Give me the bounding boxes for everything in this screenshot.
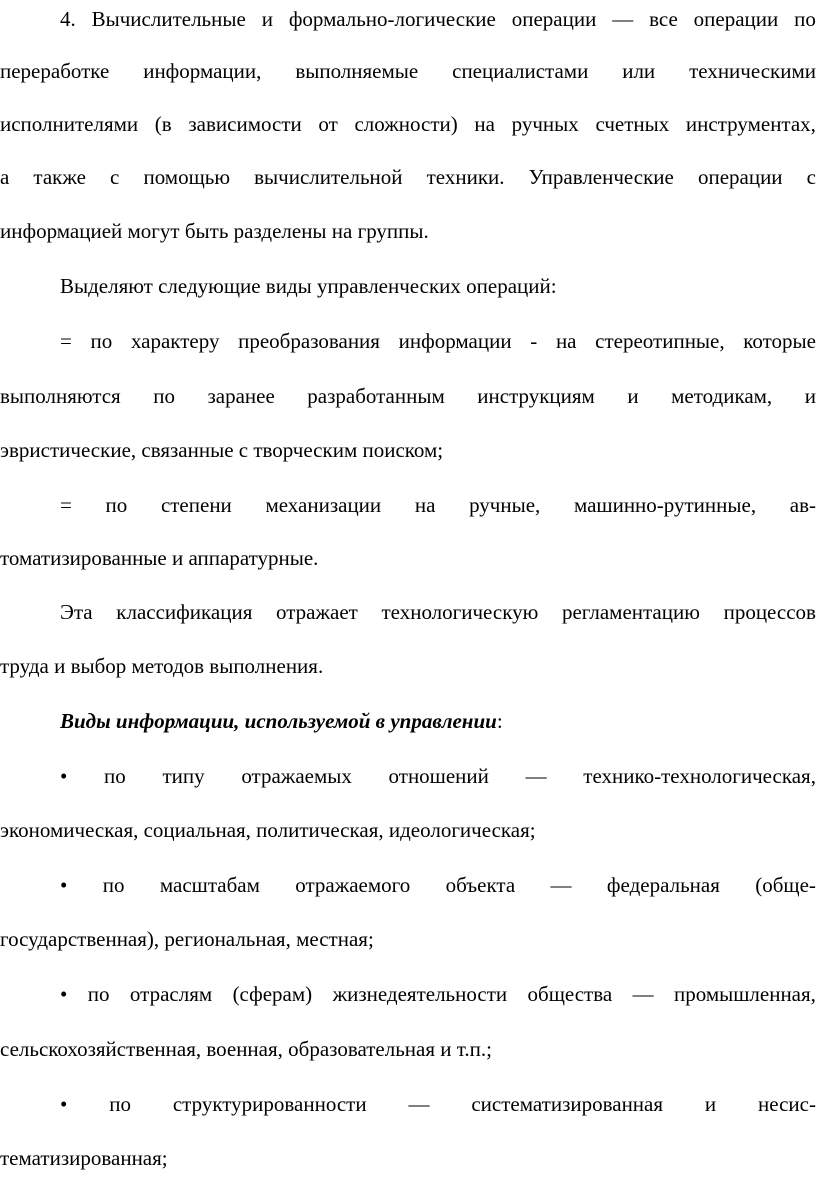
word: — [612,7,634,31]
text-line [60,326,816,356]
word: типу [162,764,205,788]
word: счетных [595,112,670,136]
text-line [60,870,816,900]
word: выполняются [0,384,121,408]
word: Вычислительные [91,7,246,31]
word: техническими [689,59,816,83]
word: и [627,384,639,408]
text-line [60,597,816,627]
word: операции [511,7,597,31]
word: по [794,7,816,31]
word: машинно-рутинные, [573,493,757,517]
text-line: эвристические, связанные с творческим поиском; [0,438,444,462]
paragraph-1-line-3 [0,109,816,139]
word: все [649,7,678,31]
word: от [318,112,338,136]
word: или [622,59,656,83]
text-line [0,109,816,139]
word: с [806,165,816,189]
bullet-1-line-2 [0,815,816,845]
word: (в [154,112,172,136]
word: формально-логические [288,7,496,31]
text-line: сельскохозяйственная, военная, образовательная и т.п.; [0,1037,492,1061]
word: - [530,329,538,353]
word: и [804,384,816,408]
word: отношений [388,764,489,788]
word: по [102,873,125,897]
word: — [525,764,547,788]
word: по [105,493,128,517]
word: • [60,873,68,897]
word: 4. [60,7,76,31]
word: операции [697,165,783,189]
word: структурированности [172,1092,367,1116]
word: = [60,329,72,353]
paragraph-2-line-1 [0,271,816,301]
word: помощью [143,165,231,189]
paragraph-5-line-1 [0,597,816,627]
paragraph-1-line-2 [0,56,816,86]
word: по [87,982,110,1006]
word: и [261,7,273,31]
word: масштабам [159,873,260,897]
word: с [110,165,120,189]
word: зависимости [188,112,302,136]
word: — [550,873,572,897]
word: несис- [758,1092,816,1116]
bullet-3-line-1 [0,979,816,1009]
text-line: труда и выбор методов выполнения. [0,654,324,678]
word: инструментах, [685,112,816,136]
word: заранее [207,384,275,408]
word: объекта [445,873,516,897]
paragraph-4-line-1 [0,490,816,520]
word: выполняемые [295,59,419,83]
word: общества [527,982,613,1006]
word: по [90,329,113,353]
text-line [0,162,816,192]
word: отражаемых [241,764,352,788]
word: систематизированная [471,1092,664,1116]
word: переработке [0,59,110,83]
word: характеру [130,329,220,353]
word: Управленческие [528,165,674,189]
text-line: информацией могут быть разделены на группы. [0,219,429,243]
section-heading-text: Виды информации, используемой в управлении [60,709,497,733]
word: отражаемого [295,873,411,897]
word: отраслям [129,982,213,1006]
word: на [414,493,436,517]
word: • [60,982,68,1006]
word: а [0,165,10,189]
text-line [0,381,816,411]
word: информации [398,329,512,353]
word: операции [693,7,779,31]
paragraph-3-line-2 [0,381,816,411]
word: (сферам) [232,982,313,1006]
word: механизации [265,493,382,517]
word: вычислительной [254,165,403,189]
word: отражает [276,600,358,624]
word: разработанным [307,384,445,408]
section-heading-colon: : [496,709,503,733]
word: жизнедеятельности [332,982,508,1006]
paragraph-4-line-2 [0,543,816,573]
text-line [0,56,816,86]
word: промышленная, [674,982,816,1006]
word: ручные, [469,493,541,517]
word: по [104,764,126,788]
word: ручных [511,112,579,136]
bullet-2-line-2 [0,924,816,954]
bullet-4-line-1 [0,1089,816,1119]
text-line: экономическая, социальная, политическая, идеологическая; [0,818,536,842]
bullet-2-line-1 [0,870,816,900]
paragraph-1-line-1 [0,4,816,34]
word: технологическую [381,600,539,624]
word: специалистами [452,59,589,83]
word: информации, [143,59,262,83]
paragraph-3-line-3 [0,435,816,465]
word: процессов [723,600,816,624]
text-line [60,761,816,791]
text-line: государственная), региональная, местная; [0,927,374,951]
word: классификация [116,600,253,624]
word: стереотипные, [595,329,725,353]
word: техники. [426,165,505,189]
word: сложности) [354,112,458,136]
text-line: томатизированные и аппаратурные. [0,546,319,570]
text-line [60,979,816,1009]
word: на [555,329,577,353]
word: по [109,1092,131,1116]
word: исполнителями [0,112,139,136]
word: регламентацию [561,600,700,624]
text-line [60,490,816,520]
bullet-3-line-2 [0,1034,816,1064]
paragraph-3-line-1 [0,326,816,356]
word: = [60,493,72,517]
word: также [33,165,86,189]
word: (обще- [755,873,816,897]
word: • [60,764,68,788]
section-heading [0,706,816,736]
word: инструкциям [477,384,595,408]
text-line [60,4,816,34]
word: и [704,1092,717,1116]
word: — [632,982,654,1006]
bullet-4-line-2 [0,1143,816,1173]
word: • [60,1092,68,1116]
word: преобразования [238,329,380,353]
word: — [408,1092,430,1116]
paragraph-1-line-5 [0,216,816,246]
word: ав- [789,493,816,517]
bullet-1-line-1 [0,761,816,791]
word: на [474,112,495,136]
text-line: Выделяют следующие виды управленческих операций: [60,274,557,298]
paragraph-5-line-2 [0,651,816,681]
text-line [60,1089,816,1119]
paragraph-1-line-4 [0,162,816,192]
word: методикам, [671,384,773,408]
word: степени [160,493,232,517]
word: по [153,384,175,408]
word: федеральная [606,873,720,897]
text-line: тематизированная; [0,1146,168,1170]
word: технико-технологическая, [583,764,816,788]
word: которые [743,329,816,353]
word: Эта [60,600,93,624]
